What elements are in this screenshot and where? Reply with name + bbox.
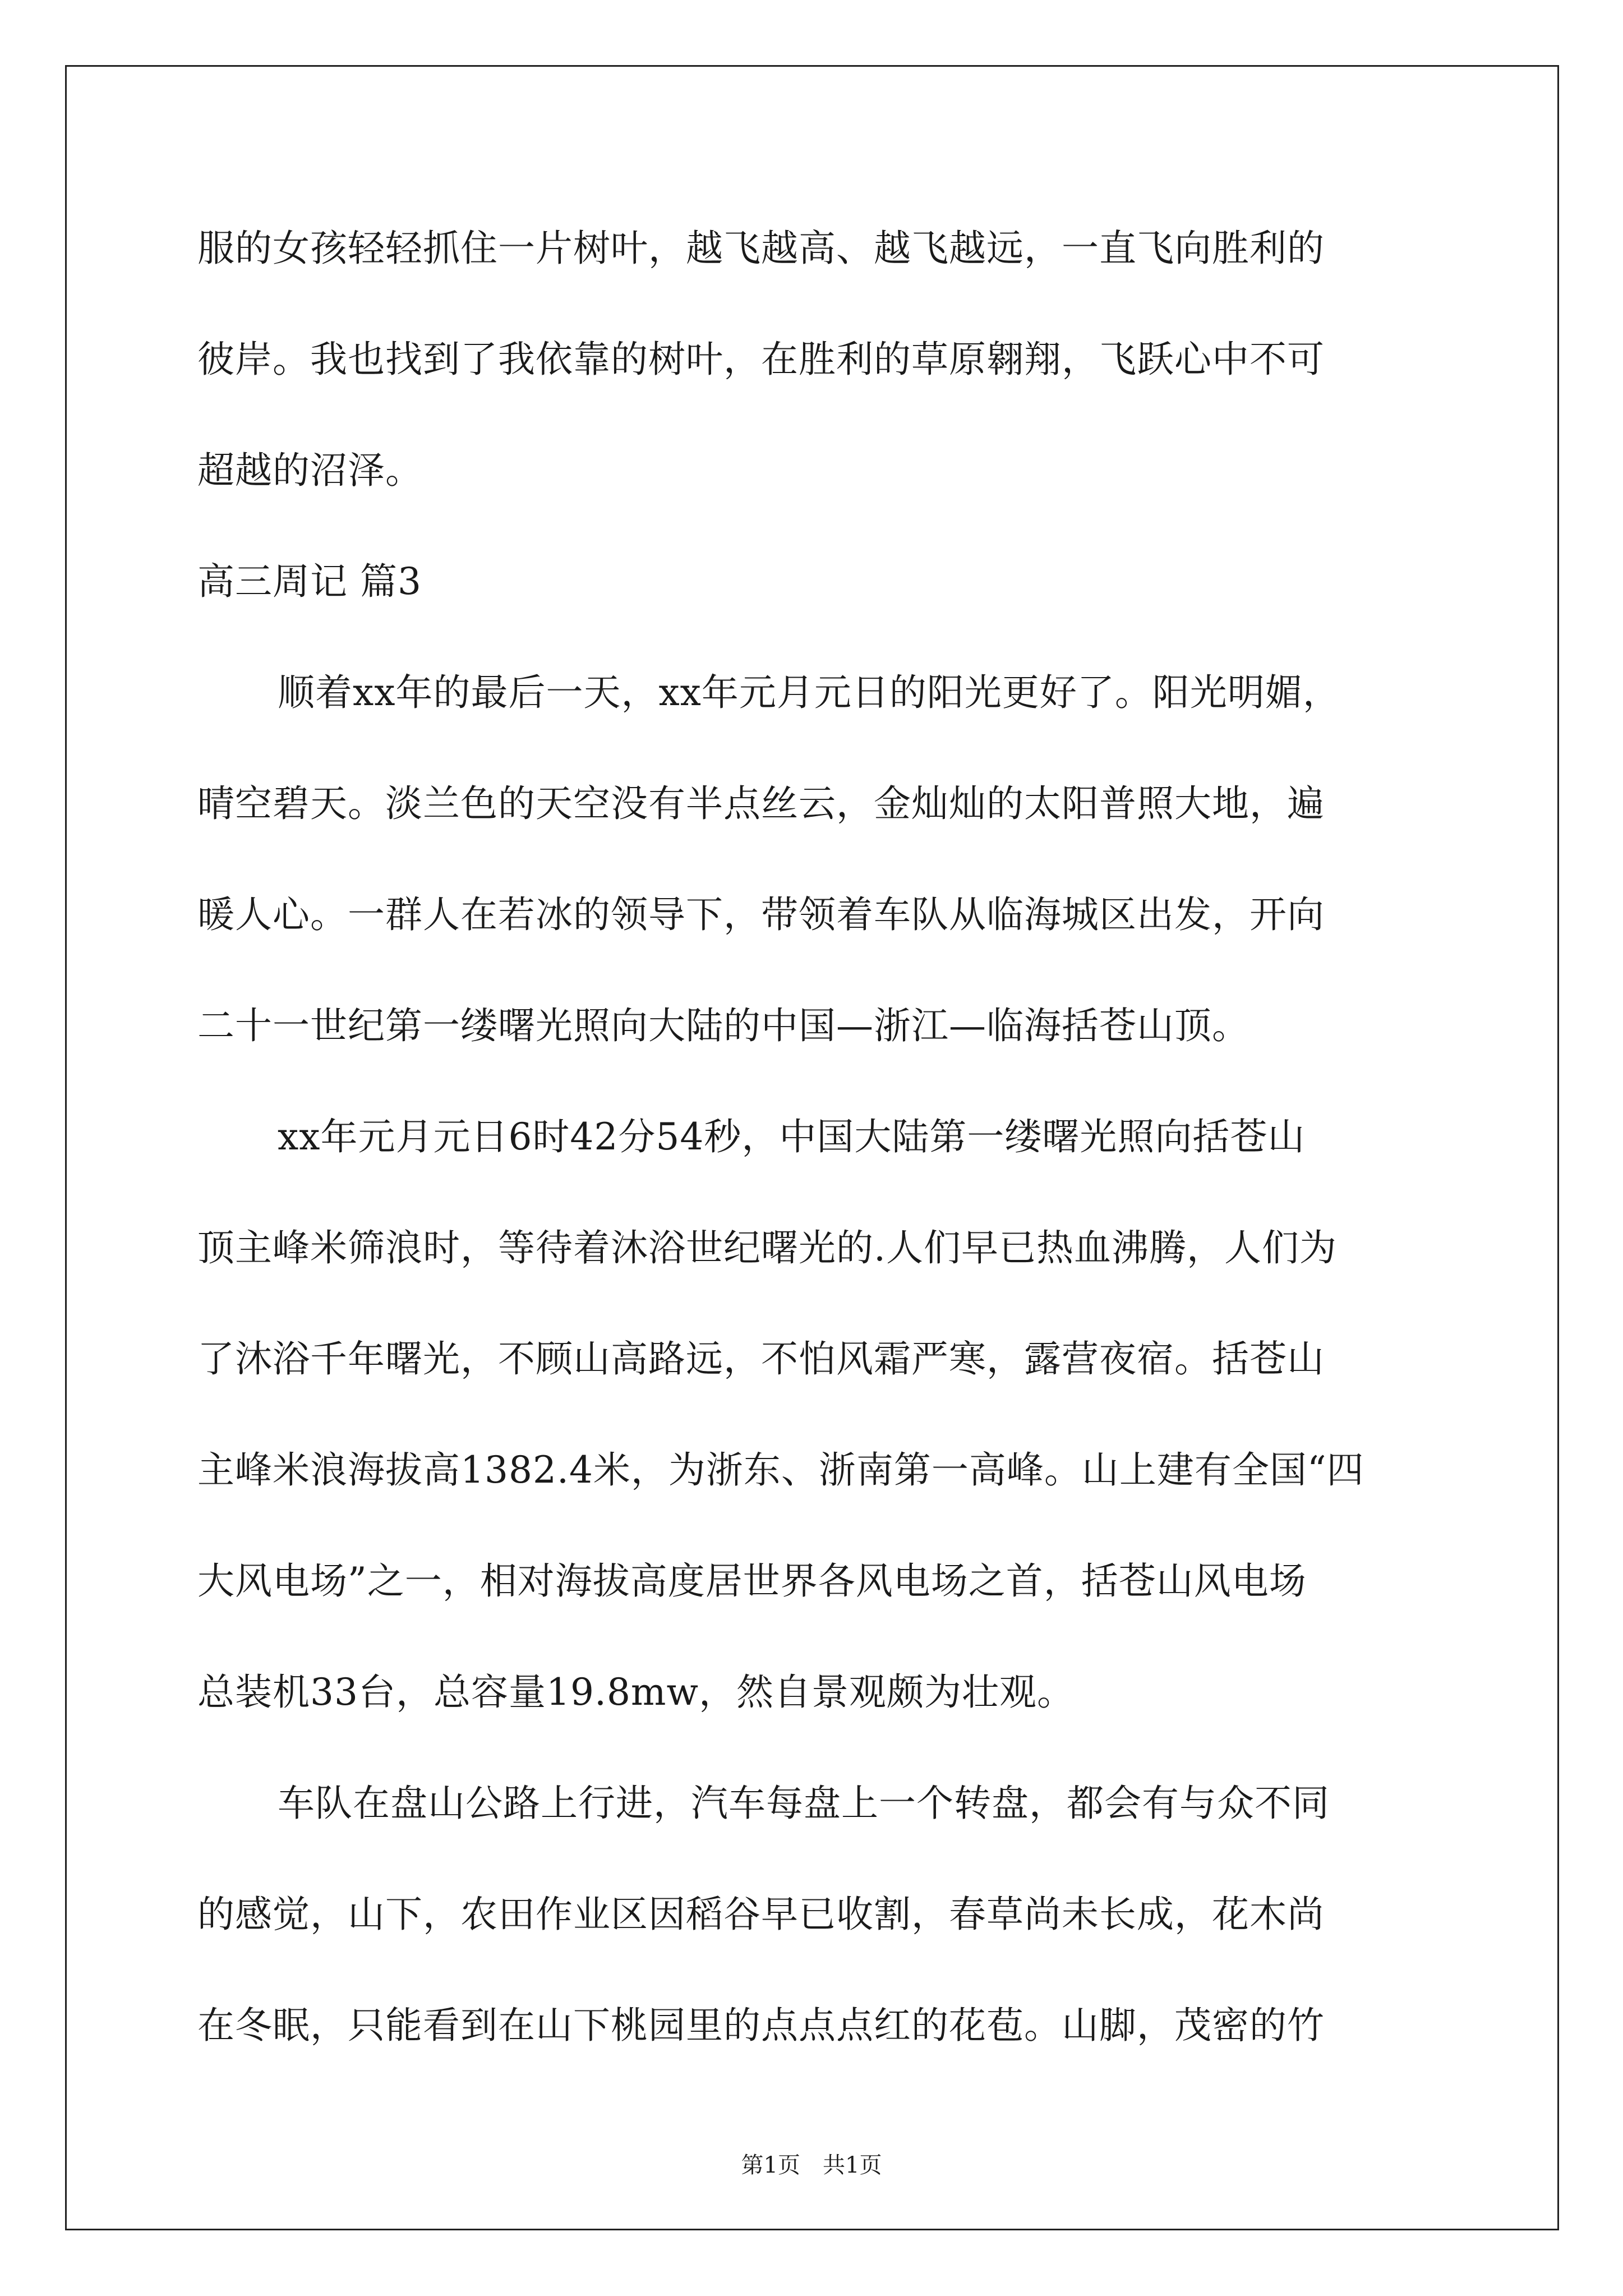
text-line: 超越的沼泽。 bbox=[197, 449, 423, 492]
text-line: 彼岸。我也找到了我依靠的树叶，在胜利的草原翱翔，飞跃心中不可 bbox=[197, 338, 1325, 381]
text-line: 大风电场”之一，相对海拔高度居世界各风电场之首，括苍山风电场 bbox=[197, 1559, 1307, 1603]
page-footer: 第1页 共1页 bbox=[741, 2152, 882, 2178]
text-line: 暖人心。一群人在若冰的领导下，带领着车队从临海城区出发，开向 bbox=[197, 893, 1325, 936]
text-line: 在冬眠，只能看到在山下桃园里的点点点红的花苞。山脚，茂密的竹 bbox=[197, 2004, 1325, 2047]
text-line: 的感觉，山下，农田作业区因稻谷早已收割，春草尚未长成，花木尚 bbox=[197, 1893, 1325, 1936]
text-line: 二十一世纪第一缕曙光照向大陆的中国—浙江—临海括苍山顶。 bbox=[197, 1004, 1249, 1047]
text-line: 总装机33台，总容量19.8mw，然自景观颇为壮观。 bbox=[197, 1671, 1075, 1714]
text-line: 晴空碧天。淡兰色的天空没有半点丝云，金灿灿的太阳普照大地，遍 bbox=[197, 782, 1325, 825]
text-line: 顺着xx年的最后一天，xx年元月元日的阳光更好了。阳光明媚， bbox=[278, 671, 1340, 714]
text-line: 车队在盘山公路上行进，汽车每盘上一个转盘，都会有与众不同 bbox=[278, 1782, 1330, 1825]
text-line: xx年元月元日6时42分54秒，中国大陆第一缕曙光照向括苍山 bbox=[278, 1115, 1306, 1158]
text-line: 主峰米浪海拔高1382.4米，为浙东、浙南第一高峰。山上建有全国“四 bbox=[197, 1448, 1364, 1492]
section-heading: 高三周记 篇3 bbox=[197, 560, 422, 603]
text-line: 了沐浴千年曙光，不顾山高路远，不怕风霜严寒，露营夜宿。括苍山 bbox=[197, 1337, 1325, 1381]
text-line: 顶主峰米筛浪时，等待着沐浴世纪曙光的.人们早已热血沸腾，人们为 bbox=[197, 1226, 1337, 1269]
text-line: 服的女孩轻轻抓住一片树叶，越飞越高、越飞越远，一直飞向胜利的 bbox=[197, 227, 1325, 270]
